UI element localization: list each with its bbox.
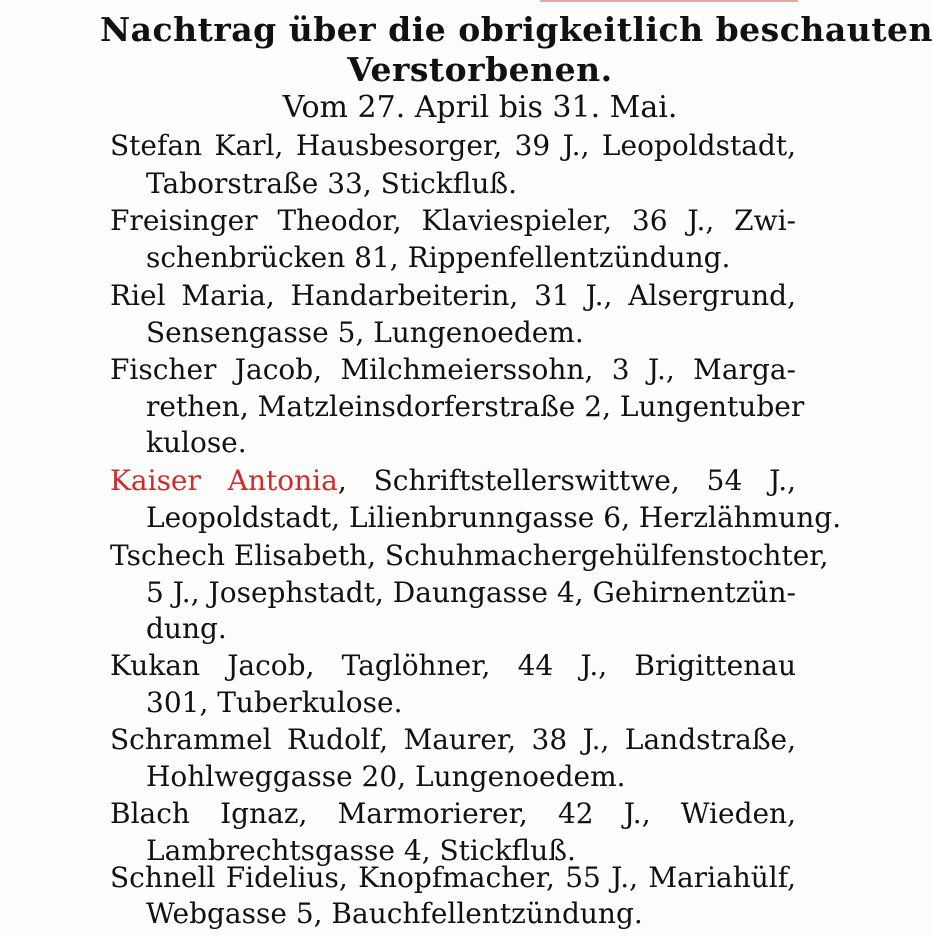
heading-line-1: Nachtrag über die obrigkeitlich beschauten [100, 10, 933, 49]
entry-line: Taborstraße 33, Stickfluß. [146, 167, 518, 200]
entry-line [110, 463, 796, 499]
entry-line: Tschech Elisabeth, Schuhmachergehülfenstochter, [110, 539, 829, 572]
entry-line: kulose. [146, 426, 247, 459]
top-rule [540, 0, 798, 2]
entry-line: 5 J., Josephstadt, Daungasse 4, Gehirnentzün- [146, 576, 796, 609]
entry-line: Riel Maria, Handarbeiterin, 31 J., Alsergrund, [110, 279, 796, 312]
entry-line: Blach Ignaz, Marmorierer, 42 J., Wieden, [110, 797, 796, 830]
heading-line-2: Verstorbenen. [347, 50, 613, 89]
entry-line: Kukan Jacob, Taglöhner, 44 J., Brigittenau [110, 649, 796, 682]
date-range: Vom 27. April bis 31. Mai. [282, 90, 678, 125]
entry-line: Schnell Fidelius, Knopfmacher, 55 J., Mariahülf, [110, 861, 796, 894]
entry-line: Lambrechtsgasse 4, Stickfluß. [146, 834, 576, 867]
entry-line-rest: , Schriftstellerswittwe, 54 J., [337, 464, 796, 497]
entry-line: Hohlweggasse 20, Lungenoedem. [146, 760, 626, 793]
entry-line: schenbrücken 81, Rippenfellentzündung. [146, 241, 731, 274]
entry-line: dung. [146, 612, 227, 645]
entry-line: Schrammel Rudolf, Maurer, 38 J., Landstraße, [110, 723, 796, 756]
entry-line: Leopoldstadt, Lilienbrunngasse 6, Herzlähmung. [146, 501, 842, 534]
entry-line: Stefan Karl, Hausbesorger, 39 J., Leopoldstadt, [110, 129, 796, 162]
entry-line: Fischer Jacob, Milchmeierssohn, 3 J., Marga- [110, 353, 796, 386]
entry-line: Sensengasse 5, Lungenoedem. [146, 316, 584, 349]
entry-line: 301, Tuberkulose. [146, 686, 403, 719]
entry-line: Webgasse 5, Bauchfellentzündung. [146, 897, 643, 930]
highlighted-name: Kaiser Antonia [110, 464, 338, 497]
entry-line: Freisinger Theodor, Klaviespieler, 36 J., Zwi- [110, 204, 796, 237]
entry-line: rethen, Matzleinsdorferstraße 2, Lungentuber [146, 390, 805, 423]
